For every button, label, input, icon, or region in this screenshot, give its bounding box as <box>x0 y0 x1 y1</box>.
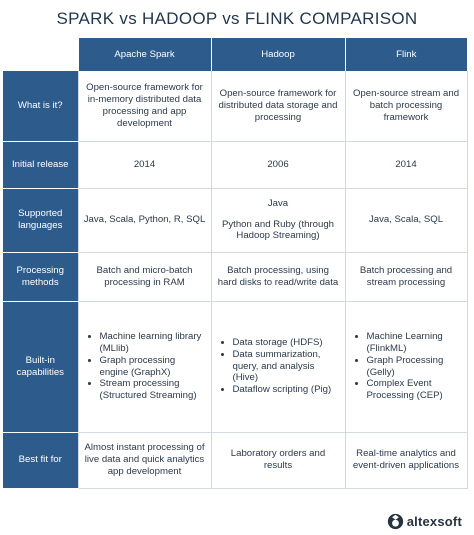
table-row-initial-release <box>3 141 467 188</box>
spark-capabilities-list <box>84 331 206 403</box>
flink-capabilities-list <box>351 331 462 403</box>
comparison-table <box>3 38 468 489</box>
column-header-spark: Apache Spark <box>78 38 211 71</box>
list-item: • Stream processing (Structured Streaming) <box>100 378 206 402</box>
list-item: • Graph processing engine (GraphX) <box>100 355 206 379</box>
table-header-row <box>3 38 467 71</box>
cell-hadoop-processing-methods: Batch processing, using hard disks to read/write data <box>211 252 345 301</box>
cell-spark-initial-release: 2014 <box>78 141 211 188</box>
cell-spark-best-fit-for: Almost instant processing of live data and quick analytics app development <box>78 432 211 488</box>
table-row-built-in-capabilities <box>3 301 467 432</box>
cell-spark-supported-languages: Java, Scala, Python, R, SQL <box>78 188 211 252</box>
hadoop-languages-stack <box>217 198 340 243</box>
hadoop-capabilities-list <box>217 337 340 397</box>
list-item: • Data storage (HDFS) <box>233 337 340 349</box>
list-item: • Graph Processing (Gelly) <box>367 355 462 379</box>
altexsoft-logo <box>387 513 462 530</box>
column-header-hadoop: Hadoop <box>211 38 345 71</box>
altexsoft-logo-text: altexsoft <box>406 514 462 529</box>
column-header-flink: Flink <box>345 38 467 71</box>
cell-hadoop-built-in-capabilities <box>211 301 345 432</box>
table-row-processing-methods <box>3 252 467 301</box>
page-title: SPARK vs HADOOP vs FLINK COMPARISON <box>56 9 418 28</box>
cell-flink-built-in-capabilities <box>345 301 467 432</box>
cell-hadoop-what-is-it: Open-source framework for distributed data storage and processing <box>211 71 345 141</box>
cell-flink-processing-methods: Batch processing and stream processing <box>345 252 467 301</box>
table-row-supported-languages <box>3 188 467 252</box>
cell-flink-what-is-it: Open-source stream and batch processing framework <box>345 71 467 141</box>
hadoop-language-streaming: Python and Ruby (through Hadoop Streaming) <box>221 218 334 242</box>
list-item: • Machine learning library (MLlib) <box>100 331 206 355</box>
table-row-what-is-it <box>3 71 467 141</box>
cell-spark-processing-methods: Batch and micro-batch processing in RAM <box>78 252 211 301</box>
cell-flink-initial-release: 2014 <box>345 141 467 188</box>
hadoop-language-java: Java <box>267 197 289 209</box>
list-item: • Dataflow scripting (Pig) <box>233 384 340 396</box>
list-item: • Machine Learning (FlinkML) <box>367 331 462 355</box>
cell-spark-what-is-it: Open-source framework for in-memory distributed data processing and app development <box>78 71 211 141</box>
row-header-supported-languages: Supported languages <box>3 188 78 252</box>
cell-spark-built-in-capabilities <box>78 301 211 432</box>
cell-flink-supported-languages: Java, Scala, SQL <box>345 188 467 252</box>
row-header-built-in-capabilities: Built-in capabilities <box>3 301 78 432</box>
list-item: • Complex Event Processing (CEP) <box>367 378 462 402</box>
table-row-best-fit-for <box>3 432 467 488</box>
cell-hadoop-initial-release: 2006 <box>211 141 345 188</box>
table-corner <box>3 38 78 71</box>
cell-hadoop-supported-languages <box>211 188 345 252</box>
row-header-what-is-it: What is it? <box>3 71 78 141</box>
cell-hadoop-best-fit-for: Laboratory orders and results <box>211 432 345 488</box>
row-header-best-fit-for: Best fit for <box>3 432 78 488</box>
altexsoft-logo-icon <box>387 513 404 530</box>
list-item: • Data summarization, query, and analysis (Hive) <box>233 349 340 385</box>
cell-flink-best-fit-for: Real-time analytics and event-driven applications <box>345 432 467 488</box>
row-header-initial-release: Initial release <box>3 141 78 188</box>
row-header-processing-methods: Processing methods <box>3 252 78 301</box>
